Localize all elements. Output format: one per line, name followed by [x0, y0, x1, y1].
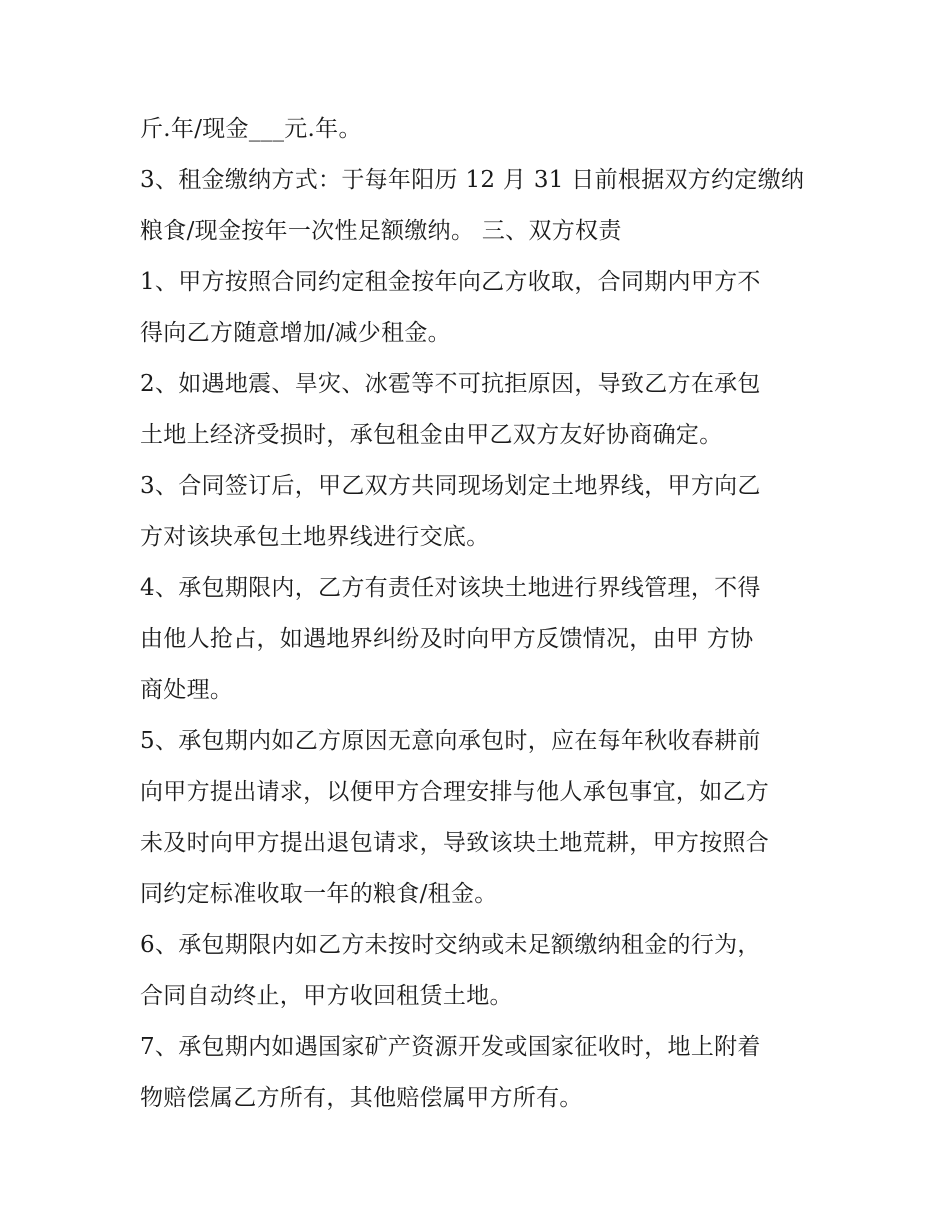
text-line: 由他人抢占，如遇地界纠纷及时向甲方反馈情况，由甲 方协 [140, 626, 754, 652]
text-line: 未及时向甲方提出退包请求，导致该块土地荒耕，甲方按照合 [140, 830, 770, 856]
text-line: 2、如遇地震、旱灾、冰雹等不可抗拒原因，导致乙方在承包 [140, 371, 761, 397]
text-line: 方对该块承包土地界线进行交底。 [140, 524, 490, 550]
text-line: 7、承包期内如遇国家矿产资源开发或国家征收时，地上附着 [140, 1034, 761, 1060]
text-line: 斤.年/现金___元.年。 [140, 116, 362, 142]
text-line: 得向乙方随意增加/减少租金。 [140, 320, 451, 346]
text-line: 3、租金缴纳方式：于每年阳历 12 月 31 日前根据双方约定缴纳 [140, 167, 805, 193]
text-line: 物赔偿属乙方所有，其他赔偿属甲方所有。 [140, 1085, 583, 1111]
text-line: 粮食/现金按年一次性足额缴纳。 三、双方权责 [140, 218, 622, 244]
text-line: 5、承包期内如乙方原因无意向承包时，应在每年秋收春耕前 [140, 728, 761, 754]
text-line: 4、承包期限内，乙方有责任对该块土地进行界线管理，不得 [140, 575, 761, 601]
document-body [140, 104, 820, 1124]
text-line: 向甲方提出请求，以便甲方合理安排与他人承包事宜，如乙方 [140, 779, 770, 805]
text-line: 土地上经济受损时，承包租金由甲乙双方友好协商确定。 [140, 422, 723, 448]
text-line: 合同自动终止，甲方收回租赁土地。 [140, 983, 513, 1009]
text-line: 3、合同签订后，甲乙双方共同现场划定土地界线，甲方向乙 [140, 473, 761, 499]
text-line: 同约定标准收取一年的粮食/租金。 [140, 881, 498, 907]
text-line: 1、甲方按照合同约定租金按年向乙方收取，合同期内甲方不 [140, 269, 761, 295]
text-line: 商处理。 [140, 677, 234, 703]
text-line: 6、承包期限内如乙方未按时交纳或未足额缴纳租金的行为， [140, 932, 761, 958]
